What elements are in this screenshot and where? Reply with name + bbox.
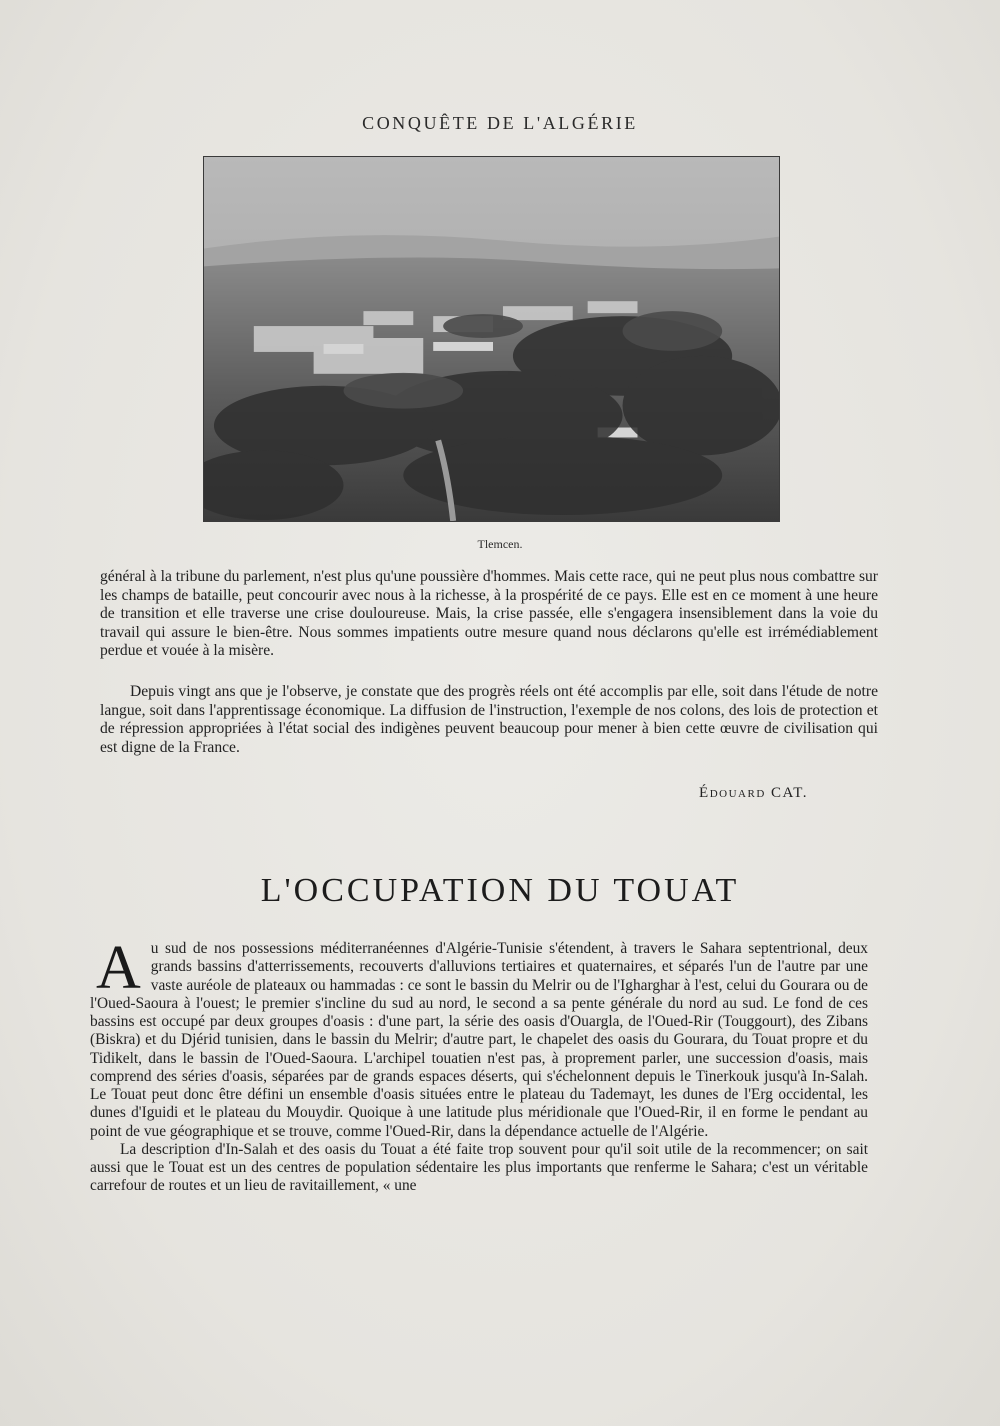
- article-paragraph: La description d'In-Salah et des oasis du Touat a été faite trop souvent pour qu'il soit utile de la recommencer; on sait aussi que le Touat est un des centres de population sédentaire les plus importants que renferme le Sahara; c'est un véritable carrefour de routes et un lieu de ravitaillement, « une: [90, 1140, 868, 1195]
- text-paragraph: [100, 568, 878, 661]
- running-head: CONQUÊTE DE L'ALGÉRIE: [362, 113, 638, 133]
- tlemcen-photograph: [203, 156, 780, 522]
- author-signature: Édouard CAT.: [699, 785, 808, 801]
- drop-cap-letter: A: [96, 934, 141, 1002]
- text-paragraph: [100, 683, 878, 757]
- article-paragraph: [90, 934, 868, 1141]
- landscape-illustration: [204, 157, 779, 521]
- section-title: L'OCCUPATION DU TOUAT: [260, 872, 740, 909]
- photo-caption: Tlemcen.: [477, 537, 523, 551]
- paragraph-text: général à la tribune du parlement, n'est plus qu'une poussière d'hommes. Mais cette race, qui ne peut plus nous combattre sur les champs de bataille, peut concourir avec nous à la richesse, à la prospérité de ce pays. Elle est en ce moment à une heure de transition et elle traverse une crise douloureuse. Mais, la crise passée, elle s'engagera insensiblement dans la voie du travail qui assure le bien-être. Nous sommes impatients outre mesure quand nous déclarons qu'elle est irrémédiablement perdue et vouée à la misère.: [100, 568, 878, 660]
- paragraph-text: u sud de nos possessions méditerranéennes d'Algérie-Tunisie s'étendent, à travers le Sahara septentrional, deux grands bassins d'atterrissements, recouverts d'alluvions tertiaires et quaternaires, et séparés l'un de l'autre par une vaste auréole de plateaux ou hammadas : ce sont le bassin du Melrir ou de l'Igharghar à l'est, celui du Gourara ou de l'Oued-Saoura à l'ouest; le premier s'incline du sud au nord, le second a sa pente générale du nord au sud. Le fond de ces bassins est occupé par deux groupes d'oasis : d'une part, la série des oasis d'Ouargla, de l'Oued-Rir (Touggourt), des Zibans (Biskra) et du Djérid tunisien, dans le bassin du Melrir; d'autre part, le chapelet des oasis du Gourara, du Touat propre et du Tidikelt, dans le bassin de l'Oued-Saoura. L'archipel touatien n'est pas, à proprement parler, une succession d'oasis, mais comprend des séries d'oasis, séparées par de grands espaces déserts, qui s'échelonnent depuis le Tinerkouk jusqu'à In-Salah. Le Touat peut donc être défini un ensemble d'oasis situées entre le plateau du Tademayt, les dunes de l'Erg occidental, les dunes d'Iguidi et le plateau du Mouydir. Quoique à une latitude plus méridionale que l'Oued-Rir, il en forme le pendant au point de vue géographique et se trouve, comme l'Oued-Rir, dans la dépendance actuelle de l'Algérie.: [90, 940, 868, 1140]
- article-body: [90, 934, 868, 1196]
- paragraph-text: Depuis vingt ans que je l'observe, je constate que des progrès réels ont été accomplis par elle, soit dans l'étude de notre langue, soit dans l'apprentissage économique. La diffusion de l'instruction, l'exemple de nos colons, des lois de protection et de répression appropriées à l'état social des indigènes peuvent beaucoup pour mener à bien cette œuvre de civilisation qui est digne de la France.: [100, 683, 878, 756]
